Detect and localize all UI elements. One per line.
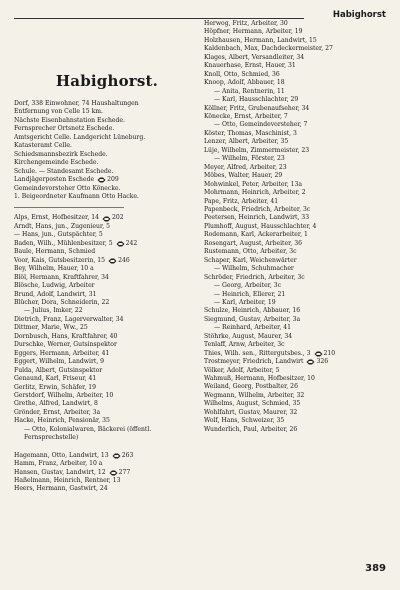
list-item-text: Voor, Kais, Gutsbesitzerin, 15 — [14, 256, 106, 264]
list-item — [204, 147, 388, 155]
list-item — [14, 434, 200, 442]
info-line-text: Nächste Eisenbahnstation Eschede. — [14, 116, 125, 124]
info-line — [14, 125, 200, 133]
list-item-text: — Wilhelm, Förster, 23 — [214, 155, 285, 163]
list-item — [204, 189, 388, 197]
list-item-text: Blösche, Ludwig, Arbeiter — [14, 282, 95, 290]
list-item — [204, 223, 388, 231]
list-item-text: Völker, Adolf, Arbeiter, 5 — [204, 366, 280, 374]
phone-number: 210 — [323, 349, 336, 357]
list-item-text: Grethe, Alfred, Landwirt, 8 — [14, 400, 98, 408]
list-item — [204, 240, 388, 248]
list-item — [204, 409, 388, 417]
list-item — [14, 452, 200, 460]
list-item — [14, 307, 200, 315]
list-item — [14, 469, 200, 477]
list-item-text: Wohlfahrt, Gustav, Maurer, 32 — [204, 408, 298, 416]
phone-entry — [112, 452, 134, 460]
list-item-text: Blücher, Dora, Schneiderin, 22 — [14, 298, 110, 306]
list-item-text: Durschke, Werner, Gutsinspektor — [14, 341, 117, 349]
phone-entry — [97, 176, 119, 184]
list-item — [204, 198, 388, 206]
list-item-text: Schröder, Friedrich, Arbeiter, 3c — [204, 273, 305, 281]
list-item-text: Grönder, Ernst, Arbeiter, 3a — [14, 408, 101, 416]
list-item-text: — Anita, Rentnerin, 11 — [214, 87, 285, 95]
list-item — [204, 426, 388, 434]
list-item — [204, 350, 388, 358]
list-item-text: Baden, Wilh., Mühlenbesitzer, 5 — [14, 239, 113, 247]
list-item — [14, 214, 200, 222]
list-item — [204, 316, 388, 324]
phone-number: 242 — [125, 239, 138, 247]
list-item — [204, 28, 388, 36]
list-item-text: Schaper, Karl, Weichenwärter — [204, 256, 297, 264]
telephone-icon — [97, 177, 107, 183]
page-title: Habighorst. — [55, 72, 159, 90]
list-item — [14, 316, 200, 324]
list-item — [14, 400, 200, 408]
list-item-text: Baule, Hermann, Schmied — [14, 248, 96, 256]
list-item-text: Fulda, Albert, Gutsinspektor — [14, 366, 103, 374]
list-item-text: Wahmuß, Hermann, Hofbesitzer, 10 — [204, 375, 315, 383]
list-item — [14, 341, 200, 349]
resident-list-right — [204, 20, 388, 434]
list-item — [14, 409, 200, 417]
place-info — [14, 100, 200, 201]
list-item — [14, 426, 200, 434]
list-item — [204, 45, 388, 53]
list-item — [14, 392, 200, 400]
list-item — [204, 164, 388, 172]
list-item-text: Peetersen, Heinrich, Landwirt, 33 — [204, 214, 310, 222]
list-item — [14, 291, 200, 299]
list-item — [14, 240, 200, 248]
list-item-text: Thies, Wilh. sen., Rittergutsbes., 3 — [204, 349, 311, 357]
info-line-text: Landjägerposten Eschede — [14, 176, 95, 184]
list-item-text: Möbes, Walter, Hauer, 29 — [204, 172, 283, 180]
list-item — [204, 113, 388, 121]
list-item — [204, 71, 388, 79]
list-item-text: Gerlitz, Erwin, Schäfer, 19 — [14, 383, 97, 391]
list-item — [204, 105, 388, 113]
list-item-text: Hamm, Franz, Arbeiter, 10 a — [14, 460, 103, 468]
list-item-text: Wolf, Hans, Schweizer, 35 — [204, 417, 285, 425]
list-item-text: Haßelmann, Heinrich, Rentner, 13 — [14, 477, 121, 485]
list-item-text: Genaund, Karl, Friseur, 41 — [14, 375, 97, 383]
list-item-text: Holzhausen, Hermann, Landwirt, 15 — [204, 36, 317, 44]
list-item-text: Brund, Adolf, Landwirt, 31 — [14, 290, 97, 298]
list-item — [14, 333, 200, 341]
list-item-text: Papenbeck, Friedrich, Arbeiter, 3c — [204, 205, 311, 213]
phone-entry — [116, 240, 138, 248]
list-item-text: — Julius, Imker, 22 — [24, 307, 83, 315]
list-item-text: Köster, Thomas, Maschinist, 3 — [204, 129, 297, 137]
list-item-text: Weiland, Georg, Postbalter, 26 — [204, 383, 298, 391]
list-item-text: Eggert, Wilhelm, Landwirt, 9 — [14, 358, 105, 366]
list-item-text: Wilhelms, August, Schmied, 35 — [204, 400, 301, 408]
list-item — [204, 62, 388, 70]
page-number: 389 — [365, 563, 386, 574]
list-item-text: Rustemann, Otto, Arbeiter, 3c — [204, 248, 297, 256]
list-item — [204, 155, 388, 163]
telephone-icon — [306, 359, 316, 365]
list-item-text: — Karl, Hausschlachter, 29 — [214, 96, 299, 104]
info-line — [14, 159, 200, 167]
list-item-text: — Georg, Arbeiter, 3c — [214, 282, 282, 290]
list-item-text: Höpfner, Hermann, Arbeiter, 19 — [204, 28, 303, 36]
list-item — [204, 265, 388, 273]
list-item — [204, 96, 388, 104]
list-item-text: Eggers, Hermann, Arbeiter, 41 — [14, 349, 110, 357]
info-line — [14, 100, 200, 108]
list-item-text: Dornbusch, Hans, Kraftfahrer, 40 — [14, 332, 118, 340]
list-item-text: Rodemann, Karl, Ackerarbeiter, 1 — [204, 231, 308, 239]
list-item — [14, 367, 200, 375]
list-item-text: — Otto, Gemeindevorsteher, 7 — [214, 121, 308, 129]
list-item — [14, 282, 200, 290]
info-line-text: 1. Beigeordneter Kaufmann Otto Hacke. — [14, 192, 139, 200]
list-item — [14, 223, 200, 231]
list-item — [204, 274, 388, 282]
info-line-text: Kirchengemeinde Eschede. — [14, 159, 99, 167]
section-divider — [14, 207, 124, 208]
list-item — [204, 299, 388, 307]
info-line-text: Katasteramt Celle. — [14, 142, 72, 150]
telephone-icon — [314, 351, 324, 357]
list-item — [204, 121, 388, 129]
list-item-text: Könecke, Ernst, Arbeiter, 7 — [204, 112, 288, 120]
list-item — [204, 333, 388, 341]
list-item — [204, 20, 388, 28]
list-item-text: Dietrich, Franz, Lagerverwalter, 34 — [14, 315, 124, 323]
info-line-text: Fernsprecher Ortsnetz Eschede. — [14, 125, 115, 133]
list-item-text: Kaldenbach, Max, Dachdeckermeister, 27 — [204, 45, 333, 53]
phone-number: 202 — [111, 214, 124, 222]
list-item — [14, 274, 200, 282]
info-line — [14, 134, 200, 142]
phone-number: 263 — [121, 451, 134, 459]
info-line-text: Amtsgericht Celle. Landgericht Lüneburg. — [14, 133, 146, 141]
list-item-text: Blöl, Hermann, Kraftfahrer, 34 — [14, 273, 109, 281]
list-item-text: Meyer, Alfred, Arbeiter, 23 — [204, 163, 287, 171]
list-item — [14, 265, 200, 273]
list-item-text: Hansen, Gustav, Landwirt, 12 — [14, 468, 106, 476]
list-item — [204, 291, 388, 299]
info-line-text: Entfernung von Celle 15 km. — [14, 108, 103, 116]
list-item — [204, 341, 388, 349]
info-line — [14, 151, 200, 159]
list-item-text: Gerstdorf, Wilhelm, Arbeiter, 10 — [14, 391, 114, 399]
list-item-text: Pape, Fritz, Arbeiter, 41 — [204, 197, 279, 205]
list-item-text: Hacke, Heinrich, Pensionär, 35 — [14, 417, 110, 425]
list-item — [204, 367, 388, 375]
list-item — [204, 383, 388, 391]
list-item-text: Dittmer, Marie, Ww., 25 — [14, 324, 88, 332]
list-item-text: Lüje, Wilhelm, Zimmermeister, 23 — [204, 146, 310, 154]
telephone-icon — [116, 241, 126, 247]
right-column — [204, 20, 388, 434]
list-item-text: Arndt, Hans, jun., Zugenieur, 5 — [14, 222, 110, 230]
list-item — [204, 324, 388, 332]
list-item — [204, 37, 388, 45]
phone-entry — [109, 469, 131, 477]
resident-list-left — [14, 214, 200, 494]
list-item — [14, 350, 200, 358]
list-item-text: Wegmann, Wilhelm, Arbeiter, 32 — [204, 391, 305, 399]
list-item — [14, 485, 200, 493]
list-item — [204, 172, 388, 180]
list-item-text: Rosengart, August, Arbeiter, 36 — [204, 239, 302, 247]
phone-number: 209 — [107, 176, 119, 184]
list-item — [204, 375, 388, 383]
list-item — [14, 417, 200, 425]
list-item — [14, 375, 200, 383]
list-item — [204, 54, 388, 62]
list-item — [204, 358, 388, 366]
telephone-icon — [112, 453, 122, 459]
list-item — [204, 138, 388, 146]
list-item — [14, 257, 200, 265]
list-item-text: — Hans, jun., Gutspächter, 5 — [14, 231, 103, 239]
list-item-text: Knoop, Adolf, Abbauer, 18 — [204, 79, 285, 87]
info-line-text: Schiedsmannsbezirk Eschede. — [14, 150, 108, 158]
list-item-text: Mohwinkel, Peter, Arbeiter, 13a — [204, 180, 302, 188]
info-line — [14, 142, 200, 150]
list-item — [204, 392, 388, 400]
list-item — [14, 324, 200, 332]
telephone-icon — [109, 470, 119, 476]
phone-entry — [314, 350, 336, 358]
list-item-text: — Reinhard, Arbeiter, 41 — [214, 324, 292, 332]
list-item-text: Bey, Wilhelm, Hauer, 10 a — [14, 265, 94, 273]
list-item — [204, 417, 388, 425]
info-line — [14, 108, 200, 116]
list-item-text: Knauerhase, Ernst, Hauer, 31 — [204, 62, 296, 70]
phone-entry — [306, 358, 328, 366]
info-line — [14, 168, 200, 176]
list-item — [14, 231, 200, 239]
list-item — [204, 130, 388, 138]
list-item-text: Hagemann, Otto, Landwirt, 13 — [14, 451, 109, 459]
list-item-text: — Heinrich, Ellerer, 21 — [214, 290, 286, 298]
list-item — [14, 460, 200, 468]
info-line-text: Dorf, 338 Einwohner, 74 Haushaltungen — [14, 100, 139, 107]
phone-entry — [108, 257, 130, 265]
info-line — [14, 117, 200, 125]
list-item — [204, 88, 388, 96]
info-line — [14, 185, 200, 193]
list-item-text: Alps, Ernst, Hofbesitzer, 14 — [14, 214, 99, 222]
list-item-text: — Karl, Arbeiter, 19 — [214, 298, 276, 306]
list-item-text: Schulze, Heinrich, Abbauer, 16 — [204, 307, 301, 315]
list-item — [204, 214, 388, 222]
list-item-text: Heers, Hermann, Gastwirt, 24 — [14, 485, 108, 493]
list-item — [14, 358, 200, 366]
list-item-text: Mohrmann, Heinrich, Arbeiter, 2 — [204, 189, 306, 197]
info-line-text: Schule. — Standesamt Eschede. — [14, 167, 114, 175]
list-item — [14, 299, 200, 307]
list-item-text: Herwog, Fritz, Arbeiter, 30 — [204, 20, 288, 27]
list-gap — [14, 443, 200, 452]
list-item-text: Köllner, Fritz, Grubenaufseher, 34 — [204, 104, 310, 112]
running-head: Habighorst — [332, 10, 386, 20]
info-line-text: Gemeindevorsteher Otto Könecke. — [14, 184, 121, 192]
list-item-text: Plumhoff, August, Hausschlachter, 4 — [204, 222, 317, 230]
list-item-text: Tenlaff, Arnw, Arbeiter, 3c — [204, 341, 285, 349]
telephone-icon — [108, 258, 118, 264]
list-item — [204, 400, 388, 408]
list-item-text: Wunderlich, Paul, Arbeiter, 26 — [204, 425, 298, 433]
telephone-icon — [102, 216, 112, 222]
phone-number: 277 — [118, 468, 131, 476]
list-item — [204, 206, 388, 214]
list-item — [204, 307, 388, 315]
list-item — [204, 282, 388, 290]
list-item-text: — Otto, Kolonialwaren, Bäckerei (öffentl. — [24, 425, 152, 433]
list-item-text: Knoll, Otto, Schmied, 36 — [204, 70, 280, 78]
list-item — [14, 248, 200, 256]
list-item — [204, 257, 388, 265]
header-rule — [14, 18, 304, 19]
list-item — [204, 79, 388, 87]
list-item-text: Stöhrke, August, Maurer, 34 — [204, 332, 293, 340]
list-item — [14, 477, 200, 485]
list-item-text: Lenzer, Albert, Arbeiter, 35 — [204, 138, 289, 146]
list-item-text: Trostmeyer, Friedrich, Landwirt — [204, 358, 304, 366]
list-item-text: — Wilhelm, Schuhmacher — [214, 265, 294, 273]
list-item-text: Fernsprechstelle) — [24, 434, 79, 442]
list-item — [14, 384, 200, 392]
phone-entry — [102, 214, 124, 222]
list-item-text: Siegmund, Gustav, Arbeiter, 3a — [204, 315, 301, 323]
phone-number: 326 — [316, 358, 329, 366]
list-item — [204, 181, 388, 189]
list-item — [204, 248, 388, 256]
phone-number: 246 — [118, 256, 130, 264]
info-line — [14, 176, 200, 184]
list-item-text: Klages, Albert, Versandleiter, 34 — [204, 53, 305, 61]
info-line — [14, 193, 200, 201]
list-item — [204, 231, 388, 239]
left-column — [14, 44, 200, 494]
